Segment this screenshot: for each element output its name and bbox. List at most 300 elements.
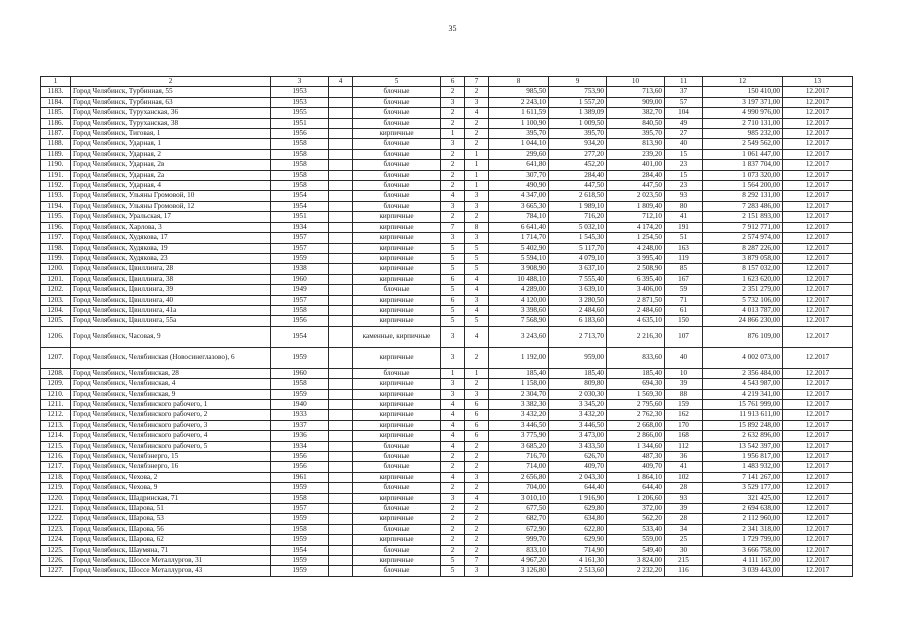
date-cell: 12.2017 bbox=[783, 399, 853, 409]
total-area-cell: 2 304,70 bbox=[489, 389, 549, 399]
total-area-cell: 307,70 bbox=[489, 170, 549, 180]
address-cell: Город Челябинск, Челябэнерго, 16 bbox=[71, 462, 271, 472]
build-year-cell: 1958 bbox=[271, 305, 329, 315]
residents-cell: 27 bbox=[665, 129, 703, 139]
area-b-cell: 622,80 bbox=[549, 524, 607, 534]
entrances-cell: 5 bbox=[465, 316, 489, 326]
col4-cell bbox=[329, 274, 353, 284]
total-area-cell: 1 611,59 bbox=[489, 108, 549, 118]
build-year-cell: 1956 bbox=[271, 316, 329, 326]
total-area-cell: 3 126,80 bbox=[489, 566, 549, 576]
cost-cell: 7 141 267,00 bbox=[703, 472, 783, 482]
table-row bbox=[41, 253, 853, 263]
table-row bbox=[41, 108, 853, 118]
area-b-cell: 2 713,70 bbox=[549, 326, 607, 347]
area-b-cell: 1 545,30 bbox=[549, 233, 607, 243]
address-cell: Город Челябинск, Ульяны Громовой, 10 bbox=[71, 191, 271, 201]
area-c-cell: 447,50 bbox=[607, 181, 665, 191]
entrances-cell: 3 bbox=[465, 472, 489, 482]
floors-cell: 3 bbox=[441, 139, 465, 149]
row-number: 1196. bbox=[41, 222, 71, 232]
area-b-cell: 629,90 bbox=[549, 535, 607, 545]
area-c-cell: 549,40 bbox=[607, 545, 665, 555]
address-cell: Город Челябинск, Челябинского рабочего, 2 bbox=[71, 410, 271, 420]
row-number: 1187. bbox=[41, 129, 71, 139]
build-year-cell: 1957 bbox=[271, 243, 329, 253]
cost-cell: 1 837 704,00 bbox=[703, 160, 783, 170]
total-area-cell: 3 775,90 bbox=[489, 431, 549, 441]
date-cell: 12.2017 bbox=[783, 524, 853, 534]
col4-cell bbox=[329, 504, 353, 514]
area-c-cell: 409,70 bbox=[607, 462, 665, 472]
table-row bbox=[41, 431, 853, 441]
date-cell: 12.2017 bbox=[783, 316, 853, 326]
col4-cell bbox=[329, 87, 353, 97]
wall-material-cell: блочные bbox=[353, 285, 441, 295]
wall-material-cell: кирпичные bbox=[353, 431, 441, 441]
row-number: 1213. bbox=[41, 420, 71, 430]
row-number: 1218. bbox=[41, 472, 71, 482]
residents-cell: 107 bbox=[665, 326, 703, 347]
entrances-cell: 2 bbox=[465, 462, 489, 472]
col4-cell bbox=[329, 253, 353, 263]
cost-cell: 4 013 787,00 bbox=[703, 305, 783, 315]
area-c-cell: 382,70 bbox=[607, 108, 665, 118]
table-row bbox=[41, 379, 853, 389]
table-row bbox=[41, 243, 853, 253]
table-row bbox=[41, 452, 853, 462]
area-c-cell: 487,30 bbox=[607, 452, 665, 462]
area-b-cell: 3 433,50 bbox=[549, 441, 607, 451]
row-number: 1193. bbox=[41, 191, 71, 201]
area-b-cell: 3 473,00 bbox=[549, 431, 607, 441]
entrances-cell: 1 bbox=[465, 160, 489, 170]
date-cell: 12.2017 bbox=[783, 243, 853, 253]
date-cell: 12.2017 bbox=[783, 535, 853, 545]
build-year-cell: 1934 bbox=[271, 222, 329, 232]
column-header-5: 5 bbox=[353, 77, 441, 87]
address-cell: Город Челябинск, Челябинская, 9 bbox=[71, 389, 271, 399]
col4-cell bbox=[329, 285, 353, 295]
table-row bbox=[41, 160, 853, 170]
area-c-cell: 2 216,30 bbox=[607, 326, 665, 347]
row-number: 1215. bbox=[41, 441, 71, 451]
col4-cell bbox=[329, 118, 353, 128]
table-row bbox=[41, 347, 853, 368]
address-cell: Город Челябинск, Турбинная, 55 bbox=[71, 87, 271, 97]
table-row bbox=[41, 129, 853, 139]
date-cell: 12.2017 bbox=[783, 212, 853, 222]
address-cell: Город Челябинск, Харлова, 3 bbox=[71, 222, 271, 232]
area-c-cell: 533,40 bbox=[607, 524, 665, 534]
date-cell: 12.2017 bbox=[783, 514, 853, 524]
cost-cell: 2 341 318,00 bbox=[703, 524, 783, 534]
col4-cell bbox=[329, 233, 353, 243]
address-cell: Город Челябинск, Шарова, 53 bbox=[71, 514, 271, 524]
date-cell: 12.2017 bbox=[783, 545, 853, 555]
build-year-cell: 1951 bbox=[271, 118, 329, 128]
row-number: 1184. bbox=[41, 97, 71, 107]
table-row bbox=[41, 556, 853, 566]
cost-cell: 1 956 817,00 bbox=[703, 452, 783, 462]
date-cell: 12.2017 bbox=[783, 285, 853, 295]
area-b-cell: 3 639,10 bbox=[549, 285, 607, 295]
col4-cell bbox=[329, 149, 353, 159]
area-b-cell: 277,20 bbox=[549, 149, 607, 159]
table-row bbox=[41, 285, 853, 295]
area-b-cell: 1 389,09 bbox=[549, 108, 607, 118]
entrances-cell: 4 bbox=[465, 305, 489, 315]
build-year-cell: 1958 bbox=[271, 139, 329, 149]
build-year-cell: 1957 bbox=[271, 233, 329, 243]
residents-cell: 71 bbox=[665, 295, 703, 305]
page-number: 35 bbox=[448, 24, 457, 33]
residents-cell: 104 bbox=[665, 108, 703, 118]
col4-cell bbox=[329, 264, 353, 274]
area-b-cell: 395,70 bbox=[549, 129, 607, 139]
build-year-cell: 1959 bbox=[271, 566, 329, 576]
address-cell: Город Челябинск, Ударная, 4 bbox=[71, 181, 271, 191]
total-area-cell: 1 100,90 bbox=[489, 118, 549, 128]
total-area-cell: 704,00 bbox=[489, 483, 549, 493]
floors-cell: 2 bbox=[441, 108, 465, 118]
row-number: 1212. bbox=[41, 410, 71, 420]
entrances-cell: 1 bbox=[465, 181, 489, 191]
row-number: 1214. bbox=[41, 431, 71, 441]
row-number: 1226. bbox=[41, 556, 71, 566]
total-area-cell: 1 158,00 bbox=[489, 379, 549, 389]
area-c-cell: 4 635,10 bbox=[607, 316, 665, 326]
entrances-cell: 3 bbox=[465, 97, 489, 107]
floors-cell: 3 bbox=[441, 347, 465, 368]
total-area-cell: 4 347,00 bbox=[489, 191, 549, 201]
floors-cell: 5 bbox=[441, 305, 465, 315]
table-row bbox=[41, 139, 853, 149]
col4-cell bbox=[329, 368, 353, 378]
table-row bbox=[41, 274, 853, 284]
address-cell: Город Челябинск, Тиговая, 1 bbox=[71, 129, 271, 139]
address-cell: Город Челябинск, Чехова, 9 bbox=[71, 483, 271, 493]
date-cell: 12.2017 bbox=[783, 326, 853, 347]
build-year-cell: 1958 bbox=[271, 493, 329, 503]
total-area-cell: 5 402,90 bbox=[489, 243, 549, 253]
residents-cell: 116 bbox=[665, 566, 703, 576]
date-cell: 12.2017 bbox=[783, 139, 853, 149]
table-row bbox=[41, 118, 853, 128]
row-number: 1222. bbox=[41, 514, 71, 524]
entrances-cell: 3 bbox=[465, 295, 489, 305]
row-number: 1199. bbox=[41, 253, 71, 263]
col4-cell bbox=[329, 222, 353, 232]
area-b-cell: 1 989,10 bbox=[549, 201, 607, 211]
total-area-cell: 5 594,10 bbox=[489, 253, 549, 263]
area-c-cell: 2 762,30 bbox=[607, 410, 665, 420]
build-year-cell: 1960 bbox=[271, 368, 329, 378]
column-header-3: 3 bbox=[271, 77, 329, 87]
total-area-cell: 714,00 bbox=[489, 462, 549, 472]
wall-material-cell: блочные bbox=[353, 181, 441, 191]
cost-cell: 1 564 200,00 bbox=[703, 181, 783, 191]
col4-cell bbox=[329, 524, 353, 534]
residents-cell: 36 bbox=[665, 452, 703, 462]
total-area-cell: 4 289,00 bbox=[489, 285, 549, 295]
wall-material-cell: блочные bbox=[353, 524, 441, 534]
address-cell: Город Челябинск, Челябинская (Новосинеглазово), 6 bbox=[71, 347, 271, 368]
floors-cell: 2 bbox=[441, 149, 465, 159]
address-cell: Город Челябинск, Турбинная, 63 bbox=[71, 97, 271, 107]
residents-cell: 80 bbox=[665, 201, 703, 211]
area-c-cell: 1 206,60 bbox=[607, 493, 665, 503]
date-cell: 12.2017 bbox=[783, 233, 853, 243]
area-b-cell: 626,70 bbox=[549, 452, 607, 462]
floors-cell: 2 bbox=[441, 452, 465, 462]
column-header-10: 10 bbox=[607, 77, 665, 87]
build-year-cell: 1959 bbox=[271, 535, 329, 545]
residents-cell: 88 bbox=[665, 389, 703, 399]
col4-cell bbox=[329, 535, 353, 545]
address-cell: Город Челябинск, Цвиллинга, 38 bbox=[71, 274, 271, 284]
row-number: 1216. bbox=[41, 452, 71, 462]
floors-cell: 3 bbox=[441, 97, 465, 107]
col4-cell bbox=[329, 545, 353, 555]
cost-cell: 3 529 177,00 bbox=[703, 483, 783, 493]
build-year-cell: 1951 bbox=[271, 212, 329, 222]
address-cell: Город Челябинск, Челябинского рабочего, 5 bbox=[71, 441, 271, 451]
address-cell: Город Челябинск, Ударная, 1 bbox=[71, 139, 271, 149]
address-cell: Город Челябинск, Челябинская, 4 bbox=[71, 379, 271, 389]
entrances-cell: 3 bbox=[465, 191, 489, 201]
area-b-cell: 2 513,60 bbox=[549, 566, 607, 576]
col4-cell bbox=[329, 483, 353, 493]
entrances-cell: 6 bbox=[465, 431, 489, 441]
cost-cell: 985 232,00 bbox=[703, 129, 783, 139]
col4-cell bbox=[329, 295, 353, 305]
residents-cell: 119 bbox=[665, 253, 703, 263]
area-b-cell: 3 432,20 bbox=[549, 410, 607, 420]
col4-cell bbox=[329, 431, 353, 441]
total-area-cell: 1 192,00 bbox=[489, 347, 549, 368]
area-c-cell: 1 864,10 bbox=[607, 472, 665, 482]
table-row bbox=[41, 295, 853, 305]
residents-cell: 57 bbox=[665, 97, 703, 107]
area-b-cell: 959,00 bbox=[549, 347, 607, 368]
total-area-cell: 784,10 bbox=[489, 212, 549, 222]
build-year-cell: 1949 bbox=[271, 285, 329, 295]
residents-cell: 191 bbox=[665, 222, 703, 232]
total-area-cell: 716,70 bbox=[489, 452, 549, 462]
area-b-cell: 644,40 bbox=[549, 483, 607, 493]
date-cell: 12.2017 bbox=[783, 347, 853, 368]
build-year-cell: 1938 bbox=[271, 264, 329, 274]
col4-cell bbox=[329, 243, 353, 253]
wall-material-cell: блочные bbox=[353, 483, 441, 493]
wall-material-cell: кирпичные bbox=[353, 305, 441, 315]
table-row bbox=[41, 149, 853, 159]
row-number: 1204. bbox=[41, 305, 71, 315]
area-c-cell: 644,40 bbox=[607, 483, 665, 493]
col4-cell bbox=[329, 441, 353, 451]
col4-cell bbox=[329, 326, 353, 347]
date-cell: 12.2017 bbox=[783, 389, 853, 399]
row-number: 1200. bbox=[41, 264, 71, 274]
build-year-cell: 1960 bbox=[271, 274, 329, 284]
cost-cell: 7 912 771,00 bbox=[703, 222, 783, 232]
total-area-cell: 1 714,70 bbox=[489, 233, 549, 243]
col4-cell bbox=[329, 170, 353, 180]
residents-cell: 150 bbox=[665, 316, 703, 326]
total-area-cell: 641,80 bbox=[489, 160, 549, 170]
floors-cell: 2 bbox=[441, 535, 465, 545]
residents-cell: 167 bbox=[665, 274, 703, 284]
col4-cell bbox=[329, 472, 353, 482]
area-c-cell: 1 569,30 bbox=[607, 389, 665, 399]
date-cell: 12.2017 bbox=[783, 493, 853, 503]
entrances-cell: 4 bbox=[465, 274, 489, 284]
area-b-cell: 2 030,30 bbox=[549, 389, 607, 399]
date-cell: 12.2017 bbox=[783, 108, 853, 118]
cost-cell: 8 157 032,00 bbox=[703, 264, 783, 274]
floors-cell: 3 bbox=[441, 201, 465, 211]
table-row bbox=[41, 566, 853, 576]
table-row bbox=[41, 212, 853, 222]
cost-cell: 1 061 447,00 bbox=[703, 149, 783, 159]
area-b-cell: 934,20 bbox=[549, 139, 607, 149]
residents-cell: 28 bbox=[665, 483, 703, 493]
table-row bbox=[41, 462, 853, 472]
entrances-cell: 1 bbox=[465, 368, 489, 378]
address-cell: Город Челябинск, Челябэнерго, 15 bbox=[71, 452, 271, 462]
residents-cell: 37 bbox=[665, 87, 703, 97]
table-row bbox=[41, 420, 853, 430]
date-cell: 12.2017 bbox=[783, 441, 853, 451]
area-c-cell: 2 508,90 bbox=[607, 264, 665, 274]
cost-cell: 2 356 484,00 bbox=[703, 368, 783, 378]
area-b-cell: 409,70 bbox=[549, 462, 607, 472]
area-b-cell: 5 117,70 bbox=[549, 243, 607, 253]
wall-material-cell: блочные bbox=[353, 87, 441, 97]
build-year-cell: 1956 bbox=[271, 462, 329, 472]
entrances-cell: 6 bbox=[465, 399, 489, 409]
entrances-cell: 3 bbox=[465, 389, 489, 399]
area-b-cell: 629,80 bbox=[549, 504, 607, 514]
cost-cell: 5 732 106,00 bbox=[703, 295, 783, 305]
table-row bbox=[41, 524, 853, 534]
row-number: 1202. bbox=[41, 285, 71, 295]
area-b-cell: 1 557,20 bbox=[549, 97, 607, 107]
row-number: 1205. bbox=[41, 316, 71, 326]
floors-cell: 3 bbox=[441, 493, 465, 503]
address-cell: Город Челябинск, Уральская, 17 bbox=[71, 212, 271, 222]
build-year-cell: 1957 bbox=[271, 295, 329, 305]
total-area-cell: 395,70 bbox=[489, 129, 549, 139]
row-number: 1185. bbox=[41, 108, 71, 118]
wall-material-cell: блочные bbox=[353, 368, 441, 378]
table-row bbox=[41, 514, 853, 524]
cost-cell: 15 892 248,00 bbox=[703, 420, 783, 430]
floors-cell: 3 bbox=[441, 379, 465, 389]
column-header-1: 1 bbox=[41, 77, 71, 87]
date-cell: 12.2017 bbox=[783, 379, 853, 389]
date-cell: 12.2017 bbox=[783, 556, 853, 566]
table-row bbox=[41, 181, 853, 191]
col4-cell bbox=[329, 420, 353, 430]
residents-cell: 15 bbox=[665, 170, 703, 180]
cost-cell: 3 197 371,00 bbox=[703, 97, 783, 107]
cost-cell: 2 632 896,00 bbox=[703, 431, 783, 441]
address-cell: Город Челябинск, Ульяны Громовой, 12 bbox=[71, 201, 271, 211]
build-year-cell: 1957 bbox=[271, 504, 329, 514]
row-number: 1198. bbox=[41, 243, 71, 253]
cost-cell: 2 351 279,00 bbox=[703, 285, 783, 295]
entrances-cell: 2 bbox=[465, 87, 489, 97]
wall-material-cell: кирпичные bbox=[353, 274, 441, 284]
build-year-cell: 1958 bbox=[271, 160, 329, 170]
total-area-cell: 677,50 bbox=[489, 504, 549, 514]
total-area-cell: 985,50 bbox=[489, 87, 549, 97]
row-number: 1189. bbox=[41, 149, 71, 159]
entrances-cell: 4 bbox=[465, 285, 489, 295]
cost-cell: 3 879 058,00 bbox=[703, 253, 783, 263]
residents-cell: 39 bbox=[665, 504, 703, 514]
date-cell: 12.2017 bbox=[783, 420, 853, 430]
entrances-cell: 4 bbox=[465, 493, 489, 503]
col4-cell bbox=[329, 347, 353, 368]
wall-material-cell: кирпичные bbox=[353, 410, 441, 420]
row-number: 1223. bbox=[41, 524, 71, 534]
cost-cell: 876 109,00 bbox=[703, 326, 783, 347]
column-header-4: 4 bbox=[329, 77, 353, 87]
residents-cell: 15 bbox=[665, 149, 703, 159]
residents-cell: 159 bbox=[665, 399, 703, 409]
row-number: 1220. bbox=[41, 493, 71, 503]
residents-cell: 93 bbox=[665, 493, 703, 503]
cost-cell: 8 287 226,00 bbox=[703, 243, 783, 253]
floors-cell: 1 bbox=[441, 129, 465, 139]
area-c-cell: 2 795,60 bbox=[607, 399, 665, 409]
entrances-cell: 4 bbox=[465, 326, 489, 347]
date-cell: 12.2017 bbox=[783, 431, 853, 441]
area-c-cell: 712,10 bbox=[607, 212, 665, 222]
floors-cell: 7 bbox=[441, 222, 465, 232]
address-cell: Город Челябинск, Худякова, 17 bbox=[71, 233, 271, 243]
cost-cell: 8 292 131,00 bbox=[703, 191, 783, 201]
residents-cell: 28 bbox=[665, 514, 703, 524]
wall-material-cell: блочные bbox=[353, 97, 441, 107]
wall-material-cell: блочные bbox=[353, 191, 441, 201]
date-cell: 12.2017 bbox=[783, 118, 853, 128]
col4-cell bbox=[329, 181, 353, 191]
total-area-cell: 3 432,20 bbox=[489, 410, 549, 420]
address-cell: Город Челябинск, Челябинская, 28 bbox=[71, 368, 271, 378]
residents-cell: 49 bbox=[665, 118, 703, 128]
total-area-cell: 3 398,60 bbox=[489, 305, 549, 315]
wall-material-cell: блочные bbox=[353, 118, 441, 128]
cost-cell: 13 542 397,00 bbox=[703, 441, 783, 451]
area-c-cell: 4 174,20 bbox=[607, 222, 665, 232]
build-year-cell: 1954 bbox=[271, 191, 329, 201]
area-b-cell: 7 555,40 bbox=[549, 274, 607, 284]
row-number: 1207. bbox=[41, 347, 71, 368]
column-header-11: 11 bbox=[665, 77, 703, 87]
cost-cell: 2 112 960,00 bbox=[703, 514, 783, 524]
address-cell: Город Челябинск, Худякова, 19 bbox=[71, 243, 271, 253]
build-year-cell: 1956 bbox=[271, 452, 329, 462]
area-b-cell: 634,80 bbox=[549, 514, 607, 524]
wall-material-cell: блочные bbox=[353, 452, 441, 462]
col4-cell bbox=[329, 191, 353, 201]
area-b-cell: 714,90 bbox=[549, 545, 607, 555]
row-number: 1183. bbox=[41, 87, 71, 97]
